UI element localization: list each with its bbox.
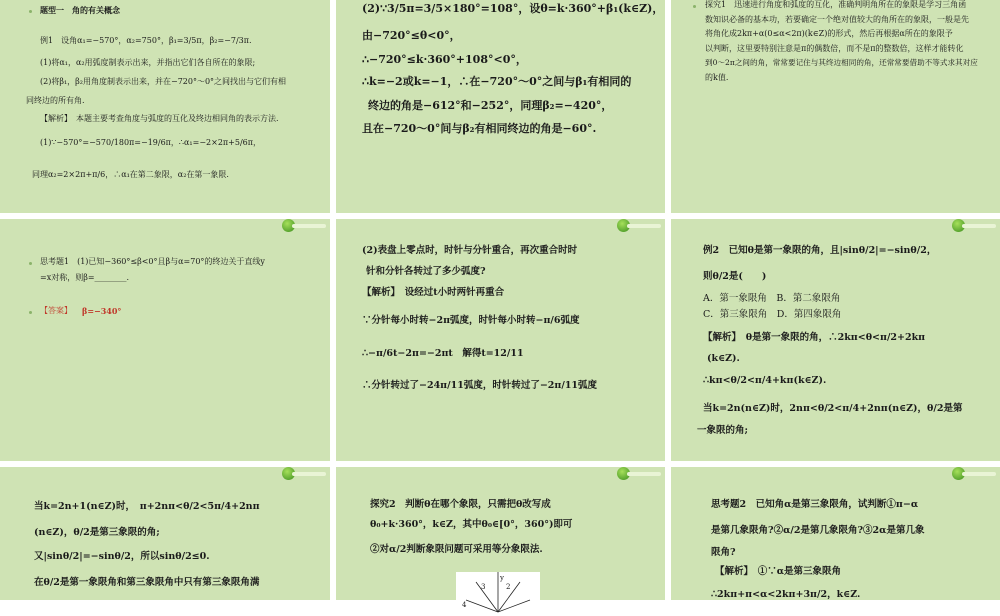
line-2: 则θ/2是( ) (703, 271, 767, 282)
line-4: 以判断，这里要特别注意是π的偶数倍，而不是π的整数倍，这样才能转化 (705, 44, 964, 53)
line-6: (k∈Z). (707, 353, 740, 364)
line-1: 思考题2 已知角α是第三象限角，试判断①π−α (711, 499, 919, 510)
line-3: 【解析】 设经过t小时两针再重合 (362, 287, 505, 298)
answer-value: β=−340° (82, 306, 122, 316)
slide-6[interactable] (671, 219, 1000, 461)
line-6: 的k值. (705, 73, 729, 82)
line-2: θ₀+k·360°，k∈Z，其中θ₀∈[0°，360°)即可 (370, 519, 573, 530)
solution-2: 同理α₂=2×2π+π/6，∴α₁在第二象限，α₂在第一象限. (32, 170, 229, 179)
topic-heading: 题型一 角的有关概念 (40, 5, 120, 15)
line-3: ②对α/2判断象限问题可采用等分象限法. (370, 544, 543, 555)
line-6: ∴分针转过了−24π/11弧度，时针转过了−2π/11弧度 (362, 380, 598, 391)
line-3: ∴−720°≤k·360°+108°<0°， (362, 53, 527, 66)
line-5: 到0～2π之间的角，常常要记住与其终边相同的角，还常常要借助不等式求其对应 (705, 58, 978, 67)
line-2: 由−720°≤θ<0°， (362, 29, 461, 42)
question-1: (1)将α₁，α₂用弧度制表示出来，并指出它们各自所在的象限; (40, 58, 256, 67)
line-4: ∵分针每小时转−2π弧度，时针每小时转−π/6弧度 (362, 315, 580, 326)
line-4: ∴k=−2或k=−1，∴在−720°～0°之间与β₁有相同的 (362, 75, 632, 88)
slide-5[interactable] (336, 219, 665, 461)
option-ab: A．第一象限角 B．第二象限角 (703, 293, 841, 304)
logo-icon (282, 219, 326, 233)
slide-7[interactable] (0, 467, 330, 600)
line-2: 是第几象限角?②α/2是第几象限角?③2α是第几象 (711, 525, 925, 536)
line-5: ∴−π/6t−2π=−2πt 解得t=12/11 (362, 348, 524, 359)
solution-1: (1)∵−570°=−570/180π=−19/6π，∴α₁=−2×2π+5/6π， (40, 138, 262, 147)
slide-2[interactable] (336, 0, 665, 213)
question-2: (2)将β₁，β₂用角度制表示出来，并在−720°～0°之间找出与它们有相 (40, 77, 287, 86)
line-2: (n∈Z)，θ/2是第三象限的角; (34, 527, 160, 538)
line-9: 一象限的角; (697, 425, 749, 436)
example-text: 例1 设角α₁=−570°，α₂=750°，β₁=3/5π，β₂=−7/3π. (40, 36, 252, 45)
slide-1[interactable] (0, 0, 330, 213)
line-7: ∴kπ<θ/2<π/4+kπ(k∈Z). (703, 375, 827, 386)
line-2: 数知识必备的基本功，若要确定一个绝对值较大的角所在的象限，一般是先 (705, 15, 969, 24)
line-5: 终边的角是−612°和−252°，同理β₂=−420°， (368, 99, 613, 112)
logo-icon (952, 219, 996, 233)
line-5: ∴2kπ+π<α<2kπ+3π/2，k∈Z. (711, 589, 861, 600)
thinking-question-cont: =x对称，则β=________. (40, 273, 130, 282)
analysis-text: 【解析】 本题主要考查角度与弧度的互化及终边相同角的表示方法. (40, 114, 279, 123)
bullet-icon (29, 262, 32, 265)
slide-8[interactable] (336, 467, 665, 609)
line-1: 探究2 判断θ在哪个象限，只需把θ改写成 (370, 499, 551, 510)
line-6: 且在−720～0°间与β₂有相同终边的角是−60°. (362, 122, 597, 135)
slide-9[interactable] (671, 467, 1000, 600)
slide-3[interactable] (671, 0, 1000, 213)
line-3: 将角化成2kπ+α(0≤α<2π)(k∈Z)的形式，然后再根据α所在的象限予 (705, 29, 953, 38)
line-4: 在θ/2是第一象限角和第三象限角中只有第三象限角满 (34, 577, 260, 588)
line-1: (2)∵3/5π=3/5×180°=108°，设θ=k·360°+β₁(k∈Z)， (362, 2, 664, 15)
line-5: 【解析】 θ是第一象限的角，∴2kπ<θ<π/2+2kπ (703, 332, 926, 343)
line-3: 限角? (711, 547, 736, 558)
line-3: 又|sinθ/2|=−sinθ/2，所以sinθ/2≤0. (34, 551, 210, 562)
logo-icon (282, 467, 326, 481)
line-1: 探究1 迅速进行角度和弧度的互化，准确判明角所在的象限是学习三角函 (705, 0, 967, 9)
axis-y-label: y (500, 574, 504, 582)
bullet-icon (693, 5, 696, 8)
question-2-cont: 同终边的所有角. (26, 96, 85, 105)
sector-3-label: 3 (481, 583, 486, 591)
slide-4[interactable] (0, 219, 330, 461)
line-1: (2)表盘上零点时，时针与分针重合，再次重合时时 (362, 245, 578, 256)
line-1: 例2 已知θ是第一象限的角，且|sinθ/2|=−sinθ/2， (703, 245, 937, 256)
line-8: 当k=2n(n∈Z)时，2nπ<θ/2<π/4+2nπ(n∈Z)，θ/2是第 (703, 403, 963, 414)
logo-icon (617, 467, 661, 481)
line-2: 针和分针各转过了多少弧度? (366, 266, 486, 277)
sector-2-label: 2 (506, 583, 511, 591)
line-1: 当k=2n+1(n∈Z)时， π+2nπ<θ/2<5π/4+2nπ (34, 501, 260, 512)
sector-4-label: 4 (462, 601, 467, 609)
thinking-question: 思考题1 (1)已知−360°≤β<0°且β与α=70°的终边关于直线y (40, 257, 265, 266)
logo-icon (617, 219, 661, 233)
bullet-icon (29, 311, 32, 314)
line-4: 【解析】 ①∵α是第三象限角 (715, 566, 842, 577)
answer-label: 【答案】 (40, 306, 72, 315)
bullet-icon (29, 10, 32, 13)
option-cd: C．第三象限角 D．第四象限角 (703, 309, 842, 320)
quadrant-diagram (456, 572, 540, 612)
logo-icon (952, 467, 996, 481)
